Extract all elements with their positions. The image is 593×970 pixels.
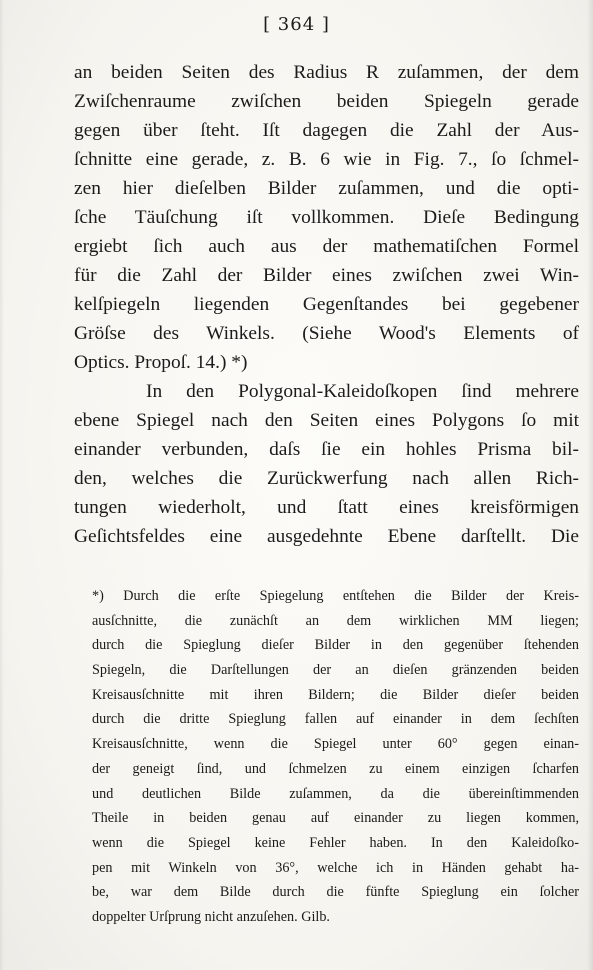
footnote-line: durch die dritte Spieglung fallen auf einander in dem ſechſten (92, 711, 579, 728)
text-line: Geſichtsfeldes eine ausgedehnte Ebene darſtellt. Die (74, 526, 579, 547)
footnote-line: Kreisausſchnitte, wenn die Spiegel unter 60° gegen einan- (92, 736, 579, 753)
footnote-line: ausſchnitte, die zunächſt an dem wirklichen MM liegen; (92, 612, 579, 629)
footnote-line: be, war dem Bilde durch die fünfte Spieglung ein ſolcher (92, 884, 579, 901)
footnote-line: durch die Spieglung dieſer Bilder in den gegenüber ſtehenden (92, 637, 579, 654)
text-line: tungen wiederholt, und ſtatt eines kreisförmigen (74, 497, 579, 518)
text-line: einander verbunden, daſs ſie ein hohles Prisma bil- (74, 439, 579, 460)
text-line: ebene Spiegel nach den Seiten eines Polygons ſo mit (74, 410, 579, 431)
scan-left-shadow (0, 0, 4, 970)
text-line: gegen über ſteht. Iſt dagegen die Zahl der Aus- (74, 120, 579, 141)
footnote-line: wenn die Spiegel keine Fehler haben. In den Kaleidoſko- (92, 834, 579, 851)
footnote-line: Theile in beiden genau auf einander zu liegen kommen, (92, 810, 579, 827)
footnote-line: pen mit Winkeln von 36°, welche ich in Händen gehabt ha- (92, 859, 579, 876)
footnote-line-last: doppelter Urſprung nicht anzuſehen. Gilb. (92, 908, 330, 925)
scan-right-shadow (587, 0, 593, 970)
footnote-line: *) Durch die erſte Spiegelung entſtehen die Bilder der Kreis- (92, 588, 579, 604)
text-line: ergiebt ſich auch aus der mathematiſchen Formel (74, 236, 579, 257)
text-line: an beiden Seiten des Radius R zuſammen, der dem (74, 62, 579, 83)
text-line-paragraph-start: In den Polygonal-Kaleidoſkopen ſind mehrere (146, 381, 579, 402)
main-body-text (74, 58, 579, 551)
text-line: Zwiſchenraume zwiſchen beiden Spiegeln gerade (74, 91, 579, 112)
footnote-line: Spiegeln, die Darſtellungen der an dieſen gränzenden beiden (92, 662, 579, 679)
text-line: ſchnitte eine gerade, z. B. 6 wie in Fig. 7., ſo ſchmel- (74, 149, 579, 170)
text-line: Gröſse des Winkels. (Siehe Wood's Elements of (74, 323, 579, 344)
text-line: ſche Täuſchung iſt vollkommen. Dieſe Bedingung (74, 207, 579, 228)
footnote-line: und deutlichen Bilde zuſammen, da die übereinſtimmenden (92, 785, 579, 802)
text-line: kelſpiegeln liegenden Gegenſtandes bei gegebener (74, 294, 579, 315)
text-line: für die Zahl der Bilder eines zwiſchen zwei Win- (74, 265, 579, 286)
page-number: [ 364 ] (263, 14, 330, 35)
text-line: zen hier dieſelben Bilder zuſammen, und die opti- (74, 178, 579, 199)
text-line: den, welches die Zurückwerfung nach allen Rich- (74, 468, 579, 489)
text-line-paragraph-end: Optics. Propoſ. 14.) *) (74, 352, 248, 373)
footnote (92, 584, 579, 930)
footnote-line: der geneigt ſind, und ſchmelzen zu einem einzigen ſcharfen (92, 760, 579, 777)
footnote-line: Kreisausſchnitte mit ihren Bildern; die Bilder dieſer beiden (92, 686, 579, 703)
